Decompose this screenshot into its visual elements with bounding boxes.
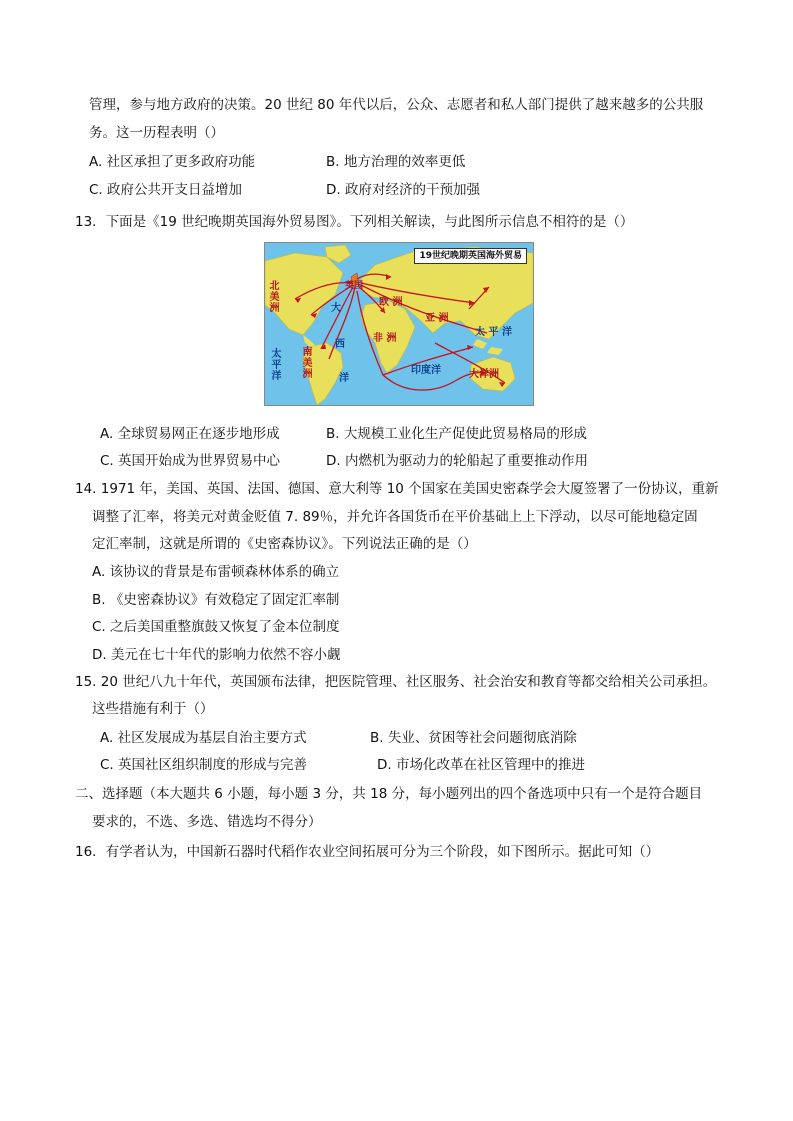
q14-stem-line-3: 定汇率制，这就是所谓的《史密森协议》。下列说法正确的是（） [92,536,477,552]
q15-stem-line-1: 15. 20 世纪八九十年代，英国颁布法律，把医院管理、社区服务、社会治安和教育等都交给相关公司承担。 [75,674,717,690]
q12-stem-line-1: 管理，参与地方政府的决策。20 世纪 80 年代以后，公众、志愿者和私人部门提供了越来越多的公共服 [89,97,704,113]
q13-option-a: A. 全球贸易网正在逐步地形成 [100,426,280,442]
label-asia: 亚 洲 [425,313,449,324]
label-africa: 非 洲 [373,333,397,344]
q13-option-c: C. 英国开始成为世界贸易中心 [100,453,281,469]
q15-option-c: C. 英国社区组织制度的形成与完善 [100,757,308,773]
label-north-america: 北美洲 [269,281,280,314]
q12-option-b: B. 地方治理的效率更低 [326,154,466,170]
label-indian-ocean: 印度洋 [411,365,441,376]
label-oceania: 大洋洲 [469,369,499,380]
q14-option-b: B. 《史密森协议》有效稳定了固定汇率制 [92,592,340,608]
label-atlantic-1: 大 [331,303,341,314]
label-atlantic-3: 洋 [339,373,349,384]
q12-stem-line-2: 务。这一历程表明（） [89,125,224,141]
trade-map-figure [264,242,534,406]
section-2-heading-line-1: 二、选择题（本大题共 6 小题，每小题 3 分，共 18 分，每小题列出的四个备选项中只有一个是符合题目 [75,786,703,802]
label-pacific-west: 太平洋 [271,349,282,382]
map-title: 19世纪晚期英国海外贸易 [414,248,527,264]
q15-stem-line-2: 这些措施有利于（） [92,701,214,717]
q13-stem: 13．下面是《19 世纪晚期英国海外贸易图》。下列相关解读，与此图所示信息不相符的是（） [75,214,634,230]
label-uk: 英国 [345,281,364,291]
q13-option-b: B. 大规模工业化生产促使此贸易格局的形成 [326,426,587,442]
q14-option-c: C. 之后美国重整旗鼓又恢复了金本位制度 [92,619,340,635]
q15-option-d: D. 市场化改革在社区管理中的推进 [377,757,585,773]
q12-option-a: A. 社区承担了更多政府功能 [89,154,256,170]
label-south-america: 南美洲 [302,347,313,380]
q15-option-a: A. 社区发展成为基层自治主要方式 [100,730,307,746]
q15-option-b: B. 失业、贫困等社会问题彻底消除 [370,730,577,746]
q14-option-d: D. 美元在七十年代的影响力依然不容小觑 [92,647,341,663]
q14-option-a: A. 该协议的背景是布雷顿森林体系的确立 [92,564,340,580]
q16-stem: 16．有学者认为，中国新石器时代稻作农业空间拓展可分为三个阶段，如下图所示。据此可知（） [75,844,660,860]
q12-option-d: D. 政府对经济的干预加强 [326,182,480,198]
label-pacific-east: 太 平 洋 [475,327,512,338]
label-atlantic-2: 西 [335,339,345,350]
q13-option-d: D. 内燃机为驱动力的轮船起了重要推动作用 [326,453,588,469]
q14-stem-line-1: 14. 1971 年，美国、英国、法国、德国、意大利等 10 个国家在美国史密森学会大厦签署了一份协议，重新 [75,481,719,497]
q14-stem-line-2: 调整了汇率，将美元对黄金贬值 7. 89％，并允许各国货币在平价基础上上下浮动，以尽可能地稳定固 [92,509,698,525]
world-map-graphic [265,243,533,405]
section-2-heading-line-2: 要求的，不选、多选、错选均不得分） [92,814,322,830]
q12-option-c: C. 政府公共开支日益增加 [89,182,243,198]
label-europe: 欧 洲 [379,297,403,308]
